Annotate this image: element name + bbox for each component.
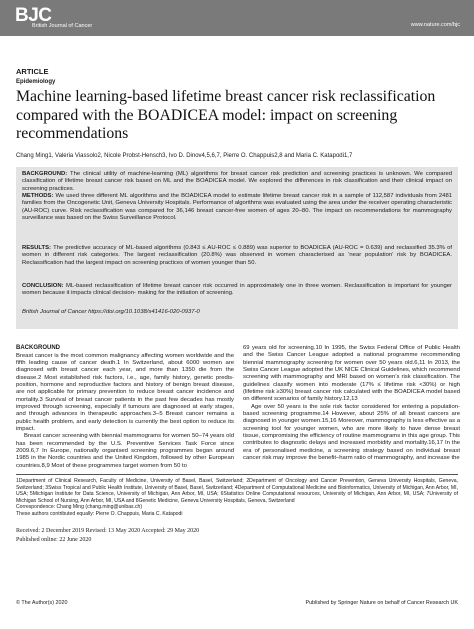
journal-header-bar [0, 0, 474, 36]
abstract-background-label: BACKGROUND: [22, 171, 68, 177]
body-paragraph: Breast cancer is the most common malignancy affecting women worldwide and the fifth leading cause of cancer death.1 In Switzerland, about 6000 women are diagnosed with breast cancer each year, and more than 1350 die from the disease.2 Most established risk factors, i.e., age, family history, genetic predis- position, hormone and reproductive factors and history of benign breast disease, are not applicable for primary prevention to reduce breast cancer incidence and mortality.3 Survival of breast cancer patients in the past few decades has mostly improved through screening, especially if tumours are diagnosed at early stages, and through advances in therapeutic approaches.3–5 Breast cancer remains a public health problem, and early detection is currently the best option to reduce its impact. [16, 352, 234, 432]
body-column-left [16, 345, 234, 470]
abstract-citation[interactable]: British Journal of Cancer https://doi.org/10.1038/s41416-020-0937-0 [22, 309, 200, 315]
body-paragraph: Age over 50 years is the sole risk factor considered for entering a population-based screening programme.14 However, about 25% of all breast cancers are diagnosed in younger women.15,16 Moreover, mammography is less effective as a screening tool for younger women, who are more likely to have dense breast tissue, compromising the efficiency of routine mammograms in this age group. This contributes to diagnostic delays and increased morbidity and mortality.16,17 In the era of personalised medicine, a screening strategy based on individual breast cancer risk may improve the benefit–harm ratio of mammography, and increase the [243, 403, 460, 462]
journal-name: British Journal of Cancer [32, 23, 93, 29]
publisher-notice: Published by Springer Nature on behalf of Cancer Research UK [305, 600, 458, 606]
journal-logo: BJC [15, 5, 52, 26]
abstract-methods [22, 193, 452, 223]
equal-contribution-note: These authors contributed equally: Pierre O. Chappuis, Maria C. Katapodi [16, 510, 183, 517]
affiliations: 1Department of Clinical Research, Faculty of Medicine, University of Basel, Basel, Switzerland; 2Department of Oncology and Cancer Prevention, Geneva University Hospitals, Geneva, Switzerland; 3Swiss Tropical and Public Health Institute, University of Basel, Basel, Switzerland; 4Department of Computational Medicine and Bioinformatics, University of Michigan, Ann Arbor, MI, USA; 5Michigan Institute for Data Science, University of Michigan, Ann Arbor, MI, USA; 6Statistics Online Computational resources, University of Michigan, Ann Arbor, MI, USA; 7University of Michigan School of Nursing, Ann Arbor, MI, USA and 8Genetic Medicine, Geneva University Hospitals, Geneva, Switzerland [16, 478, 458, 504]
footnote-divider [16, 474, 458, 475]
abstract-results-text: The predictive accuracy of ML-based algorithms (0.843 ≤ AU-ROC ≤ 0.889) was superior to BOADICEA (AU-ROC = 0.639) and reclassified 35.3% of women in different risk categories. The largest reclassification (20.8%) was observed in women characterised as ‘near population’ risk by BOADICEA. Reclassification had the largest impact on screening practices of women younger than 50. [22, 245, 452, 266]
correspondence: Correspondence: Chang Ming (chang.ming@unibas.ch) [16, 504, 143, 510]
section-label: Epidemiology [16, 79, 56, 85]
author-list: Chang Ming1, Valeria Viassolo2, Nicole Probst-Hensch3, Ivo D. Dinov4,5,6,7, Pierre O. Chappuis2,8 and Maria C. Katapodi1,7 [16, 153, 353, 159]
body-column-right [243, 345, 460, 463]
section-heading-background: BACKGROUND [16, 345, 60, 351]
abstract-conclusion-text: ML-based reclassification of lifetime breast cancer risk occurred in approximately one in three women. Reclassification is important for younger women because it impacts clinical decision- making for the initiation of screening. [22, 283, 452, 297]
abstract-results-label: RESULTS: [22, 245, 52, 251]
abstract-results [22, 245, 452, 267]
paper-title: Machine learning-based lifetime breast cancer risk reclassification compared with the BOADICEA model: impact on screening recommendations [16, 88, 436, 142]
body-paragraph: 69 years old for screening.10 In 1995, the Swiss Federal Office of Public Health and the Swiss Cancer League adopted a national programme recommending biennial mammography screening for women over 50 years old.6,11 In 2013, the Swiss Cancer League adopted the UK NICE Clinical Guidelines, which recommend screening with mammography and MRI based on women’s risk classification. The guidelines classify women into moderate (17% ≤ lifetime risk <30%) or high (lifetime risk ≥30%) breast cancer risk calculated with the BOADICEA model based on different scenarios of family history.12,13 [243, 345, 460, 403]
abstract-background [22, 171, 452, 193]
abstract-background-text: The clinical utility of machine-learning (ML) algorithms for breast cancer risk prediction and screening practices is unknown. We compared classification of lifetime breast cancer risk based on ML and the BOADICEA model. We explored the differences in risk classification and their clinical impact on screening practices. [22, 171, 452, 192]
abstract-conclusion [22, 283, 452, 298]
footnotes [16, 478, 458, 517]
received-dates: Received: 2 December 2019 Revised: 13 May 2020 Accepted: 29 May 2020 [16, 528, 200, 534]
body-paragraph: Breast cancer screening with biennial mammograms for women 50–74 years old has been recommended by the U.S. Preventive Services Task Force since 2009.6,7 In Europe, nationally organised screening programmes began around 1985 in the Nordic countries and the United Kingdom, followed by other European countries.8,9 Most of these programmes target women from 50 to [16, 433, 234, 469]
abstract-methods-label: METHODS: [22, 193, 54, 199]
copyright-notice: © The Author(s) 2020 [16, 600, 68, 606]
abstract-conclusion-label: CONCLUSION: [22, 283, 64, 289]
journal-url[interactable]: www.nature.com/bjc [410, 22, 460, 28]
abstract-methods-text: We used three different ML algorithms and the BOADICEA model to estimate lifetime breast cancer risk in a sample of 112,587 individuals from 2481 families from the Oncogenetic Unit, Geneva University Hospitals. Performance of algorithms was evaluated using the area under the receiver operating characteristic (AU-ROC) curve. Risk reclassification was compared for 36,146 breast cancer-free women of ages 20–80. The impact on recommendations for mammography surveillance was based on the Swiss Surveillance Protocol. [22, 193, 452, 222]
published-date: Published online: 22 June 2020 [16, 537, 92, 543]
article-type: ARTICLE [16, 67, 49, 76]
